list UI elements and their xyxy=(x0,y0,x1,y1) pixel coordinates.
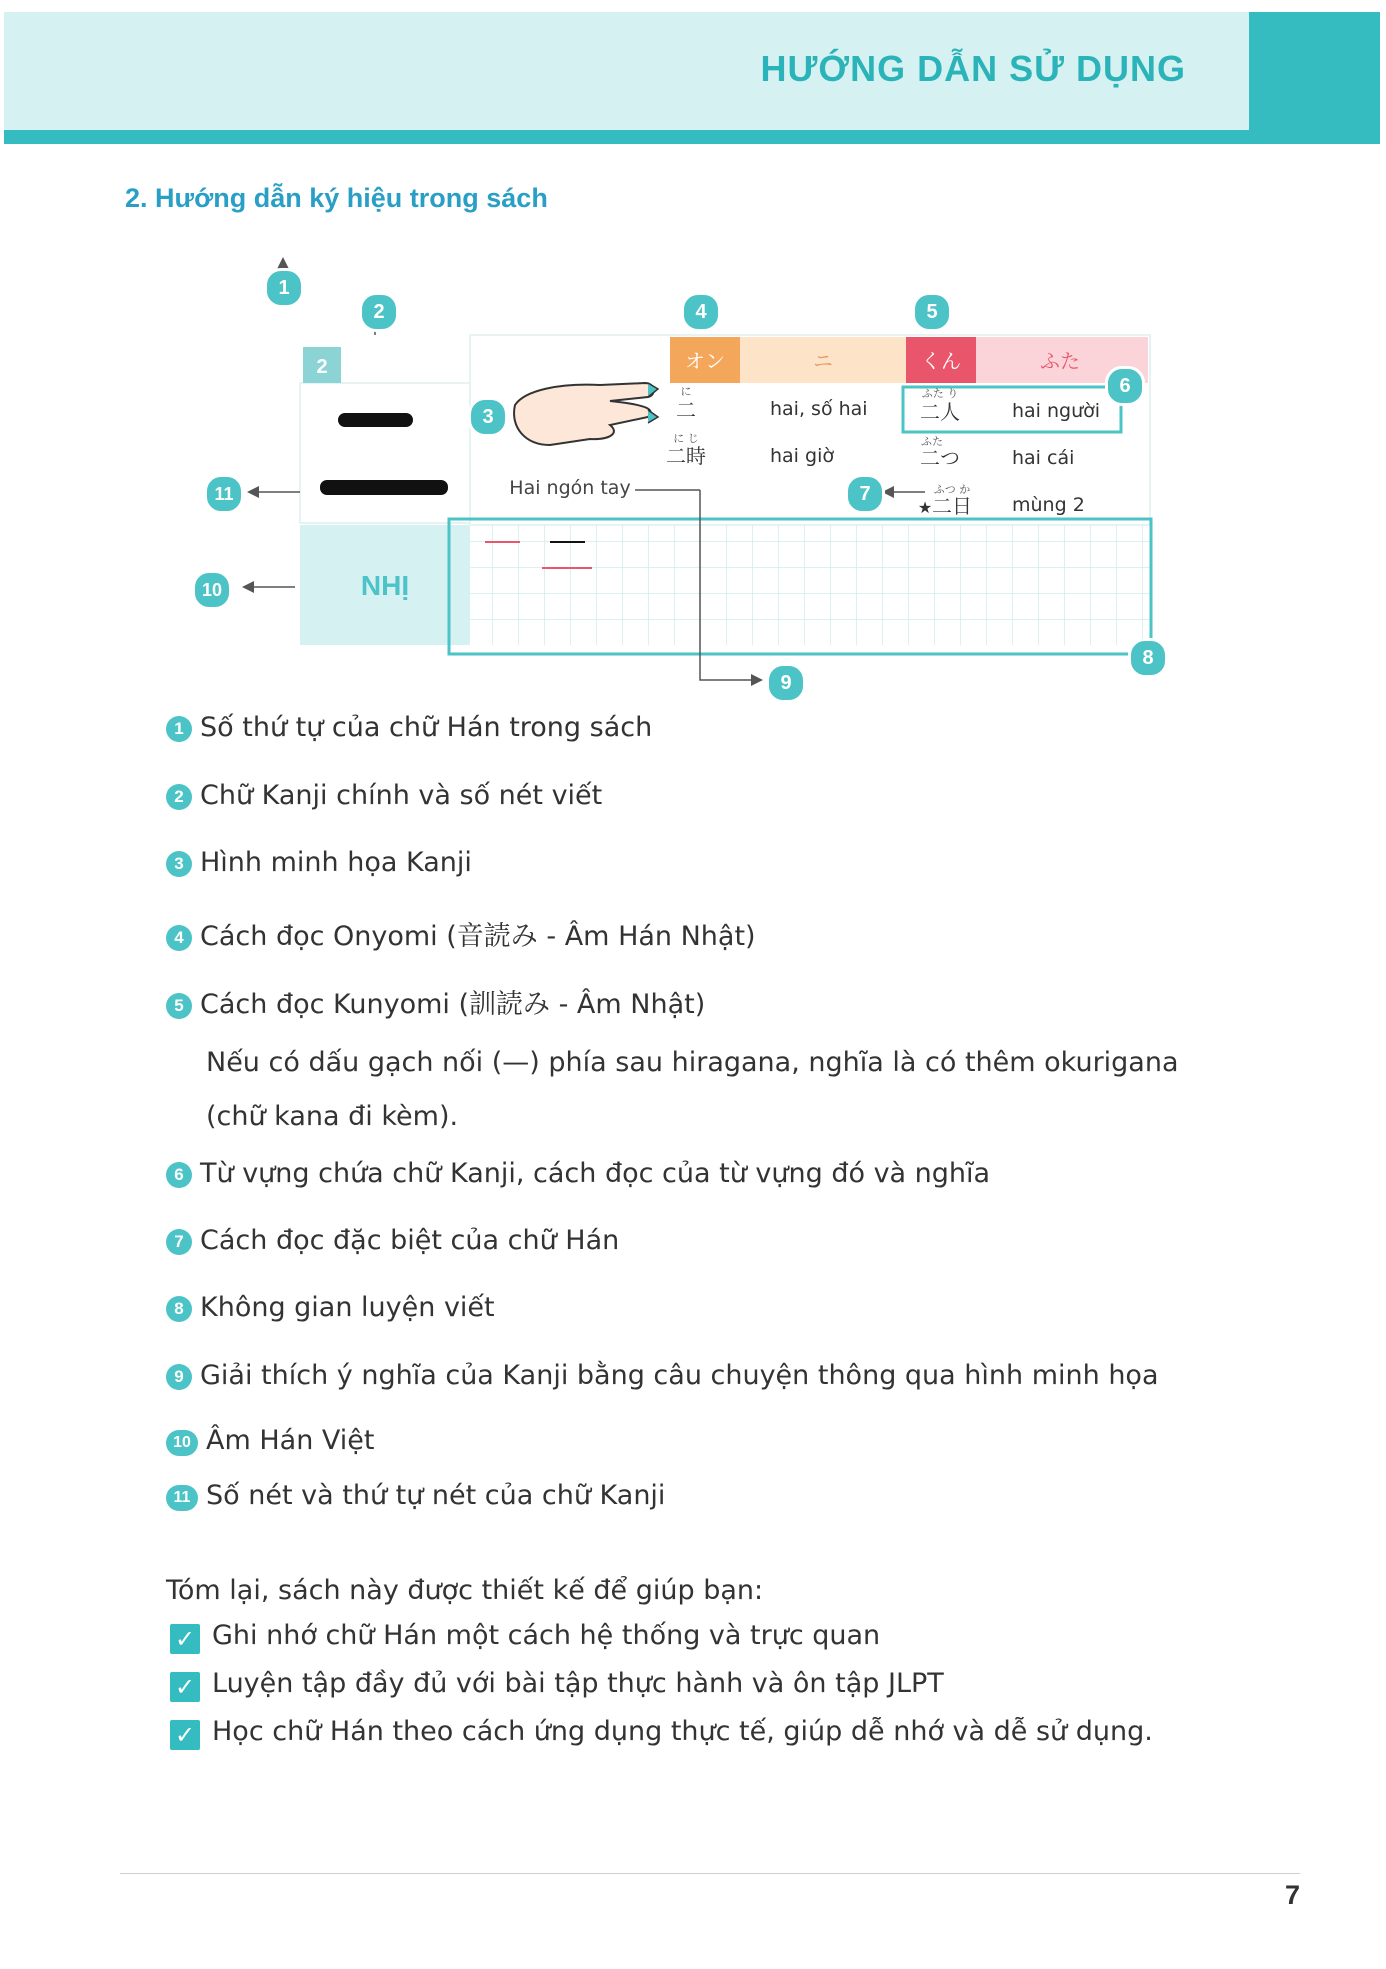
legend-text: Cách đọc Onyomi (音読み - Âm Hán Nhật) xyxy=(200,921,756,952)
vocab-kun-3-star: ★ xyxy=(917,498,933,517)
checklist-text: Luyện tập đầy đủ với bài tập thực hành và ôn tập JLPT xyxy=(212,1668,944,1699)
header-bar xyxy=(4,130,1380,144)
legend-text: Giải thích ý nghĩa của Kanji bằng câu chuyện thông qua hình minh họa xyxy=(200,1360,1159,1391)
legend-item xyxy=(166,1158,990,1189)
vocab-kun-1-word: 二人 xyxy=(920,400,960,424)
legend-text: Không gian luyện viết xyxy=(200,1292,495,1323)
marker-8: 8 xyxy=(1128,638,1168,678)
legend-item xyxy=(166,1360,1159,1391)
marker-6: 6 xyxy=(1105,366,1145,406)
legend-number: 7 xyxy=(166,1229,192,1255)
legend-number: 2 xyxy=(166,784,192,810)
legend-number: 3 xyxy=(166,851,192,877)
vocab-kun-1-furigana: ふた り xyxy=(921,387,959,400)
marker-11: 11 xyxy=(204,474,244,514)
legend-item xyxy=(166,712,652,743)
summary-intro: Tóm lại, sách này được thiết kế để giúp bạn: xyxy=(166,1575,764,1606)
legend-item xyxy=(166,1425,374,1456)
legend-item xyxy=(166,982,705,1021)
legend-text: Chữ Kanji chính và số nét viết xyxy=(200,780,603,811)
vocab-on-1-meaning: hai, số hai xyxy=(770,398,868,420)
vocab-on-1-furigana: に xyxy=(680,385,692,398)
marker-9: 9 xyxy=(766,663,806,703)
kunyomi-label: くん xyxy=(921,349,961,373)
page-header-title: HƯỚNG DẪN SỬ DỤNG xyxy=(760,48,1186,89)
legend-number: 5 xyxy=(166,993,192,1019)
vocab-on-1-word: 二 xyxy=(676,398,696,422)
okurigana-note-line1: Nếu có dấu gạch nối (—) phía sau hiragana, nghĩa là có thêm okurigana xyxy=(206,1047,1179,1078)
legend-text: Âm Hán Việt xyxy=(206,1425,375,1456)
checkbox-checked-icon: ✓ xyxy=(170,1720,200,1750)
checklist-text: Ghi nhớ chữ Hán một cách hệ thống và trực quan xyxy=(212,1620,881,1651)
marker-3: 3 xyxy=(468,397,508,437)
vocab-on-2-furigana: に じ xyxy=(673,432,699,445)
checkbox-checked-icon: ✓ xyxy=(170,1672,200,1702)
checklist-item xyxy=(170,1620,880,1654)
vocab-kun-2-furigana: ふた xyxy=(921,435,943,448)
checklist-text: Học chữ Hán theo cách ứng dụng thực tế, giúp dễ nhớ và dễ sử dụng. xyxy=(212,1716,1153,1747)
illustration-caption: Hai ngón tay xyxy=(509,477,631,499)
han-viet-label: NHỊ xyxy=(360,570,410,601)
vocab-kun-3-furigana: ふつ か xyxy=(933,483,971,496)
marker-5: 5 xyxy=(912,292,952,332)
vocab-kun-3-meaning: mùng 2 xyxy=(1012,494,1085,516)
legend-item xyxy=(166,847,472,878)
vocab-kun-3-word: 二日 xyxy=(932,494,972,518)
checklist-item xyxy=(170,1716,1153,1750)
kanji-layout-diagram xyxy=(180,255,1180,715)
marker-4: 4 xyxy=(681,292,721,332)
marker-10: 10 xyxy=(192,570,232,610)
legend-text: Số thứ tự của chữ Hán trong sách xyxy=(200,712,653,743)
legend-number: 6 xyxy=(166,1162,192,1188)
onyomi-value: ニ xyxy=(813,349,833,373)
legend-item xyxy=(166,1292,495,1323)
vocab-kun-2-word: 二つ xyxy=(920,446,960,470)
onyomi-label: オン xyxy=(685,349,725,373)
marker-2: 2 xyxy=(359,292,399,332)
legend-item xyxy=(166,780,602,811)
vocab-kun-2-meaning: hai cái xyxy=(1012,447,1075,469)
vocab-kun-1-meaning: hai người xyxy=(1012,400,1101,422)
legend-text: Từ vựng chứa chữ Kanji, cách đọc của từ vựng đó và nghĩa xyxy=(200,1158,991,1189)
kanji-number: 2 xyxy=(316,356,328,378)
vocab-on-2-meaning: hai giờ xyxy=(770,445,834,467)
legend-number: 11 xyxy=(166,1485,198,1511)
page-number: 7 xyxy=(1284,1880,1300,1910)
section-title: 2. Hướng dẫn ký hiệu trong sách xyxy=(125,183,548,213)
marker-1: 1 xyxy=(264,268,304,308)
legend-text: Hình minh họa Kanji xyxy=(200,847,472,878)
legend-item xyxy=(166,1225,619,1256)
legend-text: Cách đọc đặc biệt của chữ Hán xyxy=(200,1225,620,1256)
legend-number: 9 xyxy=(166,1364,192,1390)
legend-number: 8 xyxy=(166,1296,192,1322)
header-accent-block xyxy=(1249,12,1380,144)
legend-number: 1 xyxy=(166,716,192,742)
footer-divider xyxy=(120,1873,1300,1874)
legend-item xyxy=(166,1480,665,1511)
checkbox-checked-icon: ✓ xyxy=(170,1624,200,1654)
kanji-stroke-2 xyxy=(320,480,448,495)
kanji-box xyxy=(300,383,470,523)
vocab-on-2-word: 二時 xyxy=(666,444,706,468)
legend-text: Số nét và thứ tự nét của chữ Kanji xyxy=(206,1480,666,1511)
kanji-stroke-1 xyxy=(338,413,413,427)
legend-number: 4 xyxy=(166,925,192,951)
checklist-item xyxy=(170,1668,944,1702)
legend-item xyxy=(166,914,756,953)
legend-text: Cách đọc Kunyomi (訓読み - Âm Nhật) xyxy=(200,989,706,1020)
legend-number: 10 xyxy=(166,1430,198,1456)
marker-7: 7 xyxy=(845,474,885,514)
kunyomi-value: ふた xyxy=(1040,349,1080,373)
okurigana-note-line2: (chữ kana đi kèm). xyxy=(206,1101,459,1132)
